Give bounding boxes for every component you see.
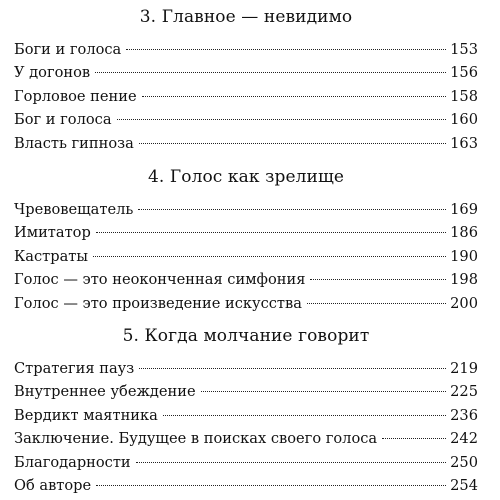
- dot-leader: [382, 438, 446, 439]
- section-heading: 3. Главное — невидимо: [139, 7, 353, 27]
- dot-leader: [93, 256, 446, 257]
- entry-page-number: 198: [450, 271, 478, 289]
- entry-title: Имитатор: [14, 224, 91, 242]
- toc-section-4: [14, 166, 478, 315]
- entry-page-number: 160: [450, 111, 478, 129]
- dot-leader: [117, 119, 447, 120]
- dot-leader: [138, 209, 446, 210]
- entry-page-number: 254: [450, 477, 478, 495]
- entry-title: Голос — это произведение искусства: [14, 294, 302, 312]
- dot-leader: [307, 303, 446, 304]
- toc-entry: [14, 245, 478, 268]
- entry-page-number: 153: [450, 41, 478, 58]
- entry-page-number: 242: [450, 430, 478, 448]
- toc-section-3: [14, 6, 478, 155]
- entry-title: У догонов: [14, 64, 91, 82]
- toc-entry: [14, 380, 478, 403]
- dot-leader: [139, 143, 446, 144]
- dot-leader: [142, 96, 447, 97]
- entry-title: Стратегия пауз: [14, 360, 135, 377]
- toc-entry: [14, 357, 478, 380]
- entry-page-number: 169: [450, 201, 478, 218]
- entry-title: Власть гипноза: [14, 134, 134, 152]
- entry-title: Бог и голоса: [14, 111, 112, 129]
- toc-entry: [14, 85, 478, 108]
- dot-leader: [95, 72, 446, 73]
- entry-page-number: 250: [450, 453, 478, 471]
- entry-page-number: 158: [450, 87, 478, 105]
- entry-title: Горловое пение: [14, 87, 137, 105]
- toc-entry: [14, 404, 478, 427]
- toc-entry: [14, 38, 478, 61]
- entry-page-number: 163: [450, 134, 478, 152]
- entry-page-number: 186: [450, 224, 478, 242]
- entry-page-number: 225: [450, 383, 478, 401]
- entry-title: Об авторе: [14, 477, 92, 495]
- entry-title: Внутреннее убеждение: [14, 383, 196, 401]
- entry-title: Чревовещатель: [14, 201, 134, 218]
- toc-entry: [14, 451, 478, 474]
- dot-leader: [310, 279, 446, 280]
- dot-leader: [136, 462, 446, 463]
- entry-page-number: 200: [450, 294, 478, 312]
- toc-entry: [14, 268, 478, 291]
- entry-page-number: 156: [450, 64, 478, 82]
- toc-entry: [14, 132, 478, 155]
- dot-leader: [201, 391, 447, 392]
- toc-entry: [14, 427, 478, 450]
- toc-entry: [14, 198, 478, 221]
- entry-title: Кастраты: [14, 247, 88, 265]
- toc-section-5: [14, 325, 478, 497]
- entry-title: Боги и голоса: [14, 41, 122, 58]
- toc-entry: [14, 108, 478, 131]
- dot-leader: [126, 49, 446, 50]
- toc-entry: [14, 474, 478, 497]
- toc-entry: [14, 292, 478, 315]
- dot-leader: [96, 485, 446, 486]
- toc-entry: [14, 221, 478, 244]
- section-heading: 4. Голос как зрелище: [147, 167, 345, 187]
- dot-leader: [139, 368, 446, 369]
- entry-page-number: 219: [450, 360, 478, 377]
- section-heading: 5. Когда молчание говорит: [122, 326, 370, 346]
- entry-page-number: 190: [450, 247, 478, 265]
- dot-leader: [163, 415, 446, 416]
- entry-page-number: 236: [450, 406, 478, 424]
- dot-leader: [96, 232, 446, 233]
- entry-title: Заключение. Будущее в поисках своего голоса: [14, 430, 378, 448]
- entry-title: Вердикт маятника: [14, 406, 158, 424]
- entry-title: Благодарности: [14, 453, 131, 471]
- entry-title: Голос — это неоконченная симфония: [14, 271, 306, 289]
- toc-entry: [14, 61, 478, 84]
